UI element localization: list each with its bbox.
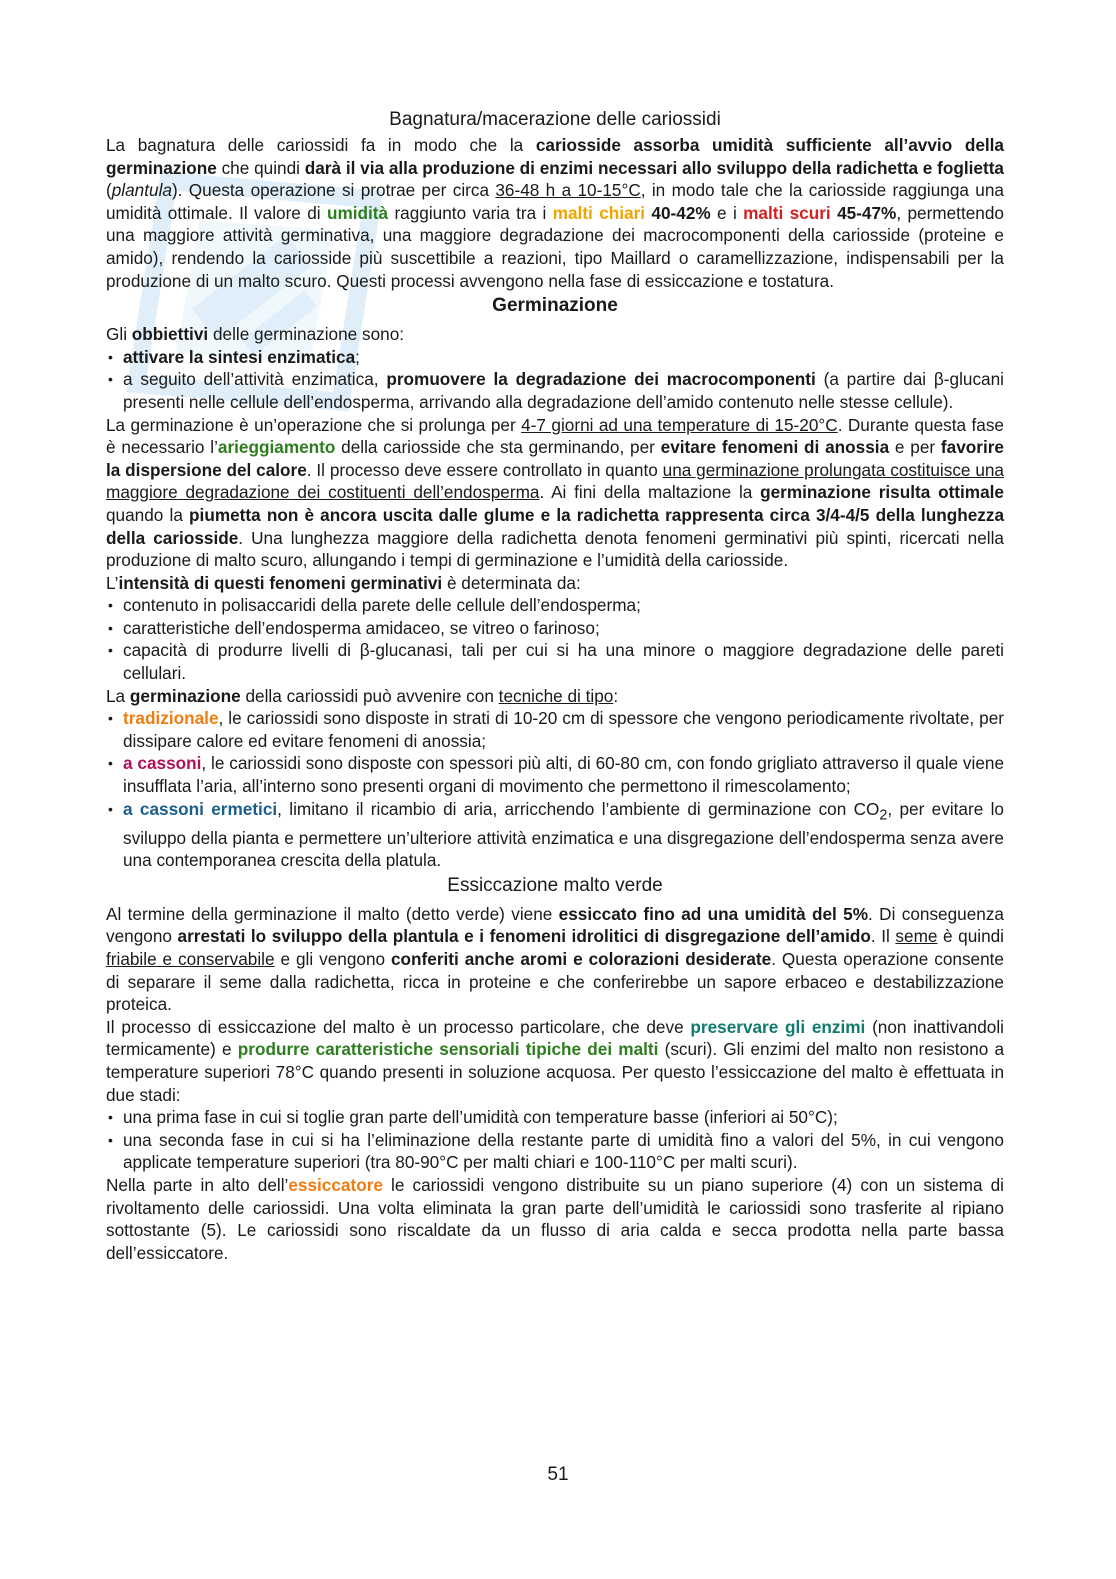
- bullet-list-techniques: [106, 707, 1004, 872]
- list-item: • a cassoni ermetici, limitano il ricambio di aria, arricchendo l’ambiente di germinazione con $CO_2$, per evitare lo sviluppo della pianta e permettere un’ulteriore attività enzimatica e una disgregazione dell’endosperma senza avere una contemporanea crescita della platula.: [123, 798, 1004, 872]
- paragraph: La germinazione della cariossidi può avvenire con tecniche di tipo:: [106, 685, 619, 706]
- page-number: 51: [547, 1464, 569, 1485]
- paragraph: Il processo di essiccazione del malto è un processo particolare, che deve preservare gli enzimi (non inattivandoli termicamente) e produrre caratteristiche sensoriali tipiche dei malti (scuri). Gli enzimi del malto non resistono a temperature superiori 78°C quando presenti in soluzione acquosa. Per questo l’essiccazione del malto è effettuata in due stadi:: [106, 1016, 1004, 1105]
- list-item: • caratteristiche dell’endosperma amidaceo, se vitreo o farinoso;: [123, 617, 1004, 640]
- paragraph: La germinazione è un’operazione che si prolunga per 4-7 giorni ad una temperature di 15-20°C. Durante questa fase è necessario l’arieggiamento della cariosside che sta germinando, per evitare fenomeni di anossia e per favorire la dispersione del calore. Il processo deve essere controllato in quanto una germinazione prolungata costituisce una maggiore degradazione dei costituenti dell’endosperma. Ai fini della maltazione la germinazione risulta ottimale quando la piumetta non è ancora uscita dalle glume e la radichetta rappresenta circa 3/4-4/5 della lunghezza della cariosside. Una lunghezza maggiore della radichetta denota fenomeni germinativi più spinti, ricercati nella produzione di malto scuro, allungando i tempi di germinazione e l’umidità della cariosside.: [106, 414, 1005, 571]
- list-item: • tradizionale, le cariossidi sono disposte in strati di 10-20 cm di spessore che vengono periodicamente rivoltate, per dissipare calore ed evitare fenomeni di anossia;: [123, 707, 1004, 752]
- paragraph: La bagnatura delle cariossidi fa in modo che la cariosside assorba umidità sufficiente all’avvio della germinazione che quindi darà il via alla produzione di enzimi necessari allo sviluppo della radichetta e foglietta (plantula). Questa operazione si protrae per circa 36-48 h a 10-15°C, in modo tale che la cariosside raggiunga una umidità ottimale. Il valore di umidità raggiunto varia tra i malti chiari 40-42% e i malti scuri 45-47%, permettendo una maggiore attività germinativa, una maggiore degradazione dei macrocomponenti della cariosside (proteine e amido), rendendo la cariosside più suscettibile a reazioni, tipo Maillard o caramellizzazione, indispensabili per la produzione di un malto scuro. Questi processi avvengono nella fase di essiccazione e tostatura.: [106, 135, 1004, 291]
- section-title-germinazione: Germinazione: [492, 295, 618, 317]
- list-item: • contenuto in polisaccaridi della parete delle cellule dell’endosperma;: [123, 594, 1004, 617]
- bullet-list-objectives: [106, 346, 1004, 414]
- paragraph: Al termine della germinazione il malto (detto verde) viene essiccato fino ad una umidità del 5%. Di conseguenza vengono arrestati lo sviluppo della plantula e i fenomeni idrolitici di disgregazione dell’amido. Il seme è quindi friabile e conservabile e gli vengono conferiti anche aromi e colorazioni desiderate. Questa operazione consente di separare il seme dalla radichetta, ricca in proteine e che conferirebbe un sapore erbaceo e destabilizzazione proteica.: [106, 903, 1005, 1015]
- section-title-bagnatura: Bagnatura/macerazione delle cariossidi: [389, 109, 721, 130]
- paragraph: L’intensità di questi fenomeni germinativi è determinata da:: [106, 572, 581, 593]
- list-item: • attivare la sintesi enzimatica;: [123, 346, 1004, 369]
- paragraph: Gli obbiettivi delle germinazione sono:: [106, 324, 405, 345]
- list-item: • capacità di produrre livelli di β-glucanasi, tali per cui si ha una minore o maggiore degradazione delle pareti cellulari.: [123, 639, 1004, 684]
- bullet-list-stages: [106, 1106, 1004, 1174]
- document-page: [106, 106, 1004, 1264]
- list-item: • a seguito dell’attività enzimatica, promuovere la degradazione dei macrocomponenti (a partire dai β-glucani presenti nelle cellule dell’endosperma, arrivando alla degradazione dell’amido contenuto nelle stesse cellule).: [123, 368, 1004, 413]
- section-title-essiccazione: Essiccazione malto verde: [447, 874, 663, 896]
- bullet-list-factors: [106, 594, 1004, 684]
- paragraph: Nella parte in alto dell’essiccatore le cariossidi vengono distribuite su un piano superiore (4) con un sistema di rivoltamento delle cariossidi. Una volta eliminata la gran parte dell’umidità le cariossidi sono trasferite al ripiano sottostante (5). Le cariossidi sono riscaldate da un flusso di aria calda e secca prodotta nella parte bassa dell’essiccatore.: [106, 1174, 1005, 1263]
- list-item: • una seconda fase in cui si ha l’eliminazione della restante parte di umidità fino a valori del 5%, in cui vengono applicate temperature superiori (tra 80-90°C per malti chiari e 100-110°C per malti scuri).: [123, 1129, 1004, 1174]
- list-item: • una prima fase in cui si toglie gran parte dell’umidità con temperature basse (inferiori ai 50°C);: [123, 1106, 1004, 1129]
- list-item: • a cassoni, le cariossidi sono disposte con spessori più alti, di 60-80 cm, con fondo grigliato attraverso il quale viene insufflata l’aria, all’interno sono presenti organi di movimento che permettono il rimescolamento;: [123, 752, 1004, 797]
